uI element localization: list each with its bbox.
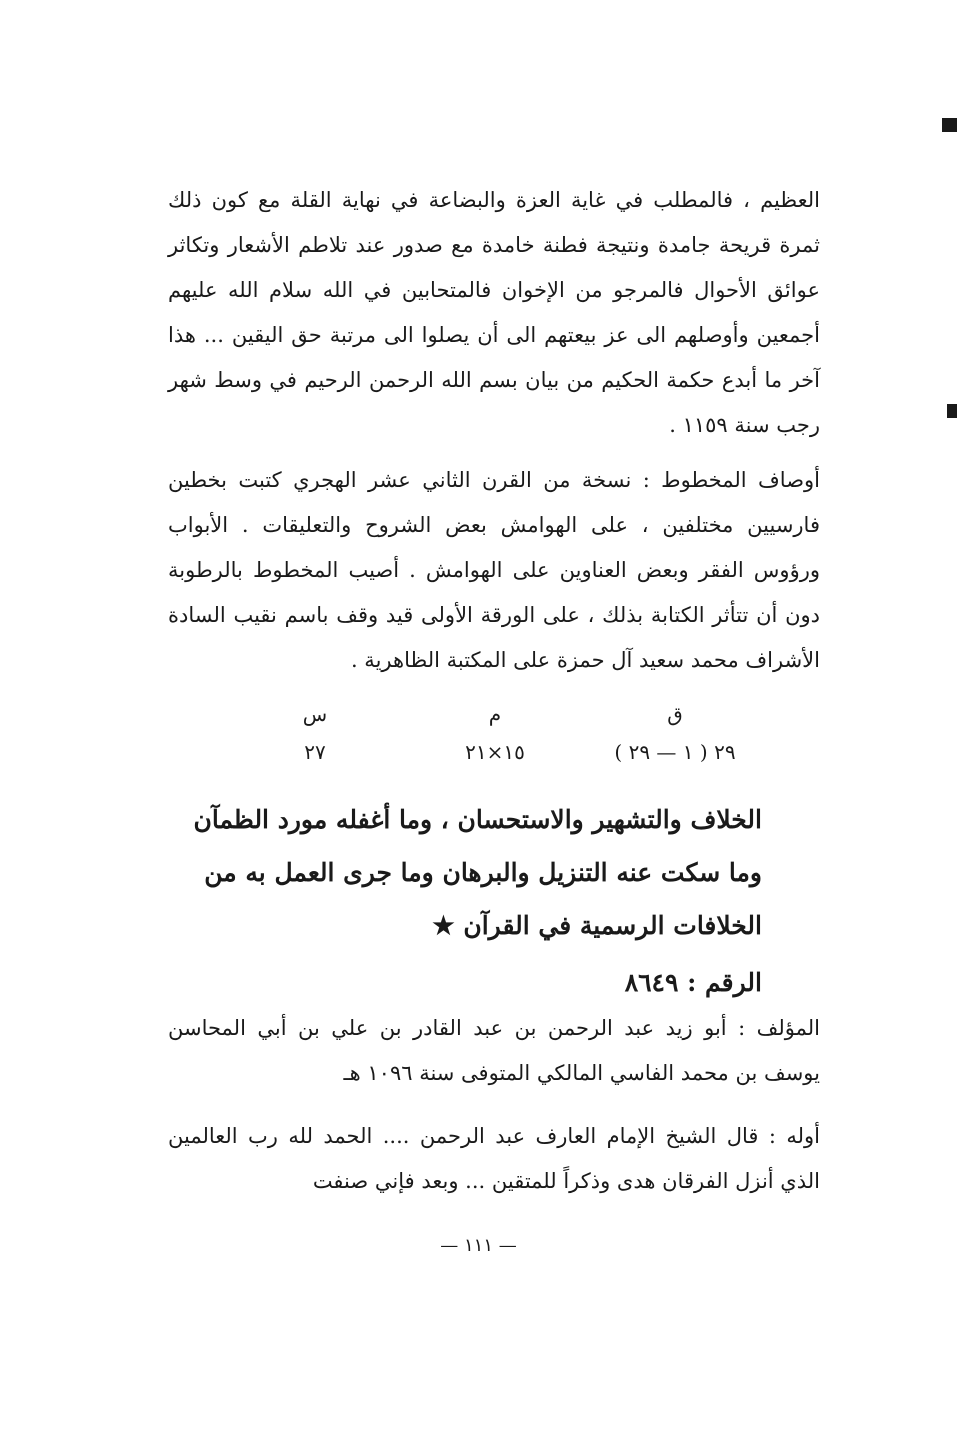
- sizes-header-s: س: [302, 702, 328, 726]
- sizes-value-s: ٢٧: [304, 740, 326, 764]
- paragraph-incipit: أوله : قال الشيخ الإمام العارف عبد الرحمن .... الحمد لله رب العالمين الذي أنزل الفرقان هدى وذكراً للمتقين ... وبعد فإني صنفت: [168, 1124, 820, 1193]
- margin-mark: [942, 118, 957, 132]
- page-number: — ١١١ —: [440, 1235, 517, 1256]
- entry-title: الخلاف والتشهير والاستحسان ، وما أغفله مورد الظمآن وما سكت عنه التنزيل والبرهان وما جرى العمل به من الخلافات الرسمية في القرآن ★: [193, 805, 762, 940]
- paragraph-manuscript-description: أوصاف المخطوط : نسخة من القرن الثاني عشر الهجري كتبت بخطين فارسيين مختلفين ، على الهوامش بعض الشروح والتعليقات . الأبواب ورؤوس الفقر وبعض العناوين على الهوامش . أصيب المخطوط بالرطوبة دون أن تتأثر الكتابة بذلك ، على الورقة الأولى قيد وقف باسم نقيب السادة الأشراف محمد سعيد آل حمزة على المكتبة الظاهرية .: [168, 468, 820, 672]
- catalog-number: الرقم : ٨٦٤٩: [624, 968, 762, 997]
- sizes-header-q: ق: [667, 702, 683, 726]
- manuscript-sizes: [225, 695, 765, 771]
- paragraph-author: المؤلف : أبو زيد عبد الرحمن بن عبد القادر بن علي بن أبي المحاسن يوسف بن محمد الفاسي المالكي المتوفى سنة ١٠٩٦ هـ: [168, 1016, 820, 1085]
- document-page: [168, 178, 820, 1210]
- margin-mark: [947, 404, 957, 418]
- sizes-value-m: ١٥×٢١: [465, 740, 525, 764]
- paragraph-colophon: العظيم ، فالمطلب في غاية العزة والبضاعة في نهاية القلة مع كون ذلك ثمرة قريحة جامدة ونتيجة فطنة خامدة مع صدور عند تلاطم الأشعار وتكاثر عوائق الأحوال فالمرجو من الإخوان فالمتحابين في الله سلام الله عليهم أجمعين وأوصلهم الى عز بيعتهم الى أن يصلوا الى مرتبة حق اليقين ... هذا آخر ما أبدع حكمة الحكيم من بيان بسم الله الرحمن الرحيم في وسط شهر رجب سنة ١١٥٩ .: [168, 188, 820, 437]
- sizes-header-m: م: [488, 702, 502, 726]
- sizes-value-q: ٢٩ ( ١ — ٢٩ ): [614, 740, 736, 764]
